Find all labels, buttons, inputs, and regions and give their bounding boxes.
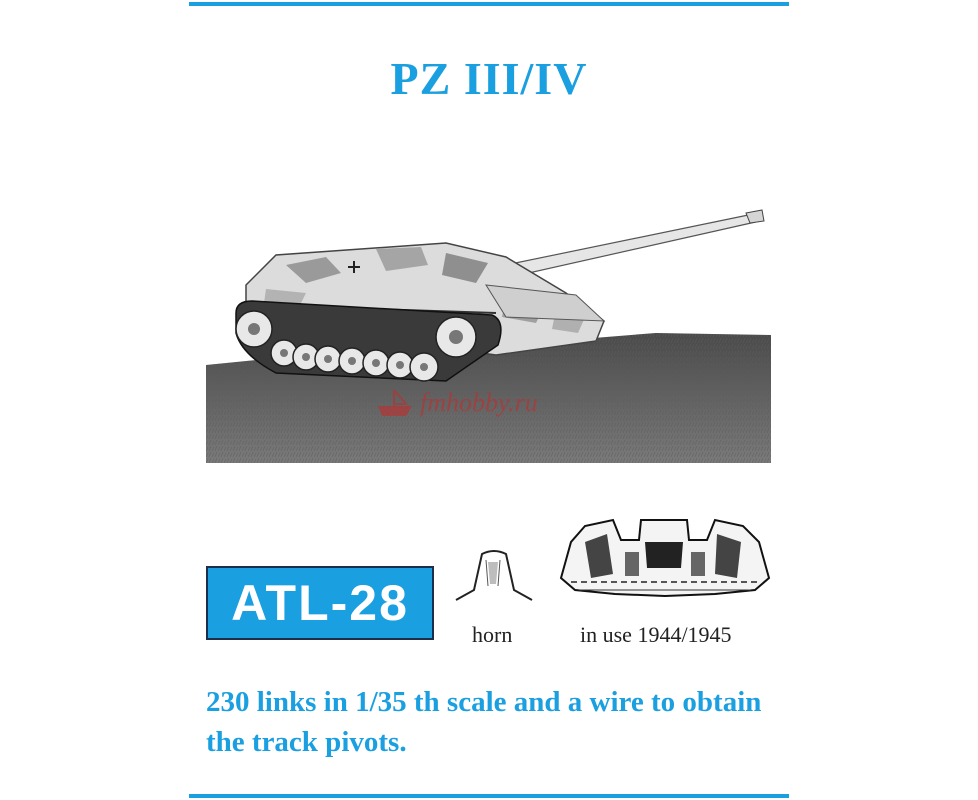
track-link-illustration <box>555 512 775 612</box>
watermark-ship-icon <box>372 386 422 424</box>
top-rule <box>189 2 789 6</box>
watermark-text: fmhobby.ru <box>420 388 538 417</box>
link-usage-caption: in use 1944/1945 <box>580 622 732 647</box>
horn-illustration <box>452 544 538 604</box>
watermark <box>372 386 622 426</box>
horn-caption: horn <box>472 622 513 647</box>
product-code-badge <box>206 566 434 640</box>
product-code: ATL-28 <box>231 575 409 631</box>
page-title: PZ III/IV <box>390 53 588 104</box>
product-description: 230 links in 1/35 th scale and a wire to obtain the track pivots. <box>206 686 762 758</box>
bottom-rule <box>189 794 789 798</box>
